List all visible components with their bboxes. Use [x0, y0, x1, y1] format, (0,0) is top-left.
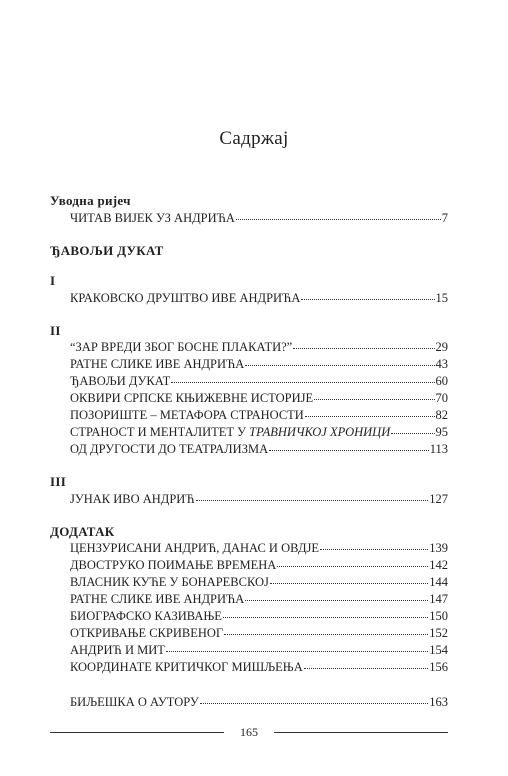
toc-entry-author-note[interactable]: [70, 695, 448, 712]
section-heading-2: II: [50, 323, 61, 338]
toc-entry[interactable]: [70, 558, 448, 575]
toc-entry[interactable]: [70, 442, 448, 459]
toc-entry-title: ОД ДРУГОСТИ ДО ТЕАТРАЛИЗМА: [70, 442, 269, 456]
book-heading: ЂАВОЉИ ДУКАТ: [50, 243, 164, 258]
toc-entry-title: РАТНЕ СЛИКЕ ИВЕ АНДРИЋА: [70, 592, 245, 606]
dot-leader: [301, 298, 434, 300]
toc-entry[interactable]: [70, 425, 448, 442]
dot-leader: [245, 599, 428, 601]
toc-entry-title: КООРДИНАТЕ КРИТИЧКОГ МИШЉЕЊА: [70, 660, 303, 674]
dot-leader: [200, 702, 428, 704]
dot-leader: [223, 616, 428, 618]
toc-entry[interactable]: [70, 609, 448, 626]
toc-entry[interactable]: [70, 643, 448, 660]
toc-entry[interactable]: [70, 592, 448, 609]
toc-entry-page: 163: [429, 695, 448, 709]
dot-leader: [277, 565, 428, 567]
toc-entry-title: РАТНЕ СЛИКЕ ИВЕ АНДРИЋА: [70, 357, 245, 371]
toc-entry-title-plain: СТРАНОСТ И МЕНТАЛИТЕТ У: [70, 425, 250, 439]
toc-entry-page: 142: [429, 558, 448, 572]
toc-entry-title: КРАКОВСКО ДРУШТВО ИВЕ АНДРИЋА: [70, 291, 301, 305]
toc-entry[interactable]: [70, 391, 448, 408]
section-heading-1: I: [50, 273, 56, 288]
toc-entry-title: ОКВИРИ СРПСКЕ КЊИЖЕВНЕ ИСТОРИЈЕ: [70, 391, 314, 405]
toc-entry-title: ЈУНАК ИВО АНДРИЋ: [70, 492, 195, 506]
toc-entry-title: [70, 425, 390, 440]
toc-entry-title: АНДРИЋ И МИТ: [70, 643, 165, 657]
toc-entry-page: 156: [429, 660, 448, 674]
toc-entry-page: 60: [435, 374, 448, 388]
toc-entry-title: ЧИТАВ ВИЈЕК УЗ АНДРИЋА: [70, 211, 235, 225]
toc-entry-title: БИОГРАФСКО КАЗИВАЊЕ: [70, 609, 222, 623]
toc-entry-page: 95: [435, 425, 448, 439]
dot-leader: [166, 650, 428, 652]
toc-entry-title: ОТКРИВАЊЕ СКРИВЕНОГ: [70, 626, 224, 640]
page-number: 165: [240, 724, 258, 739]
toc-entry[interactable]: [70, 575, 448, 592]
toc-entry-page: 82: [435, 408, 448, 422]
toc-entry[interactable]: [70, 357, 448, 374]
toc-entry-title: БИЉЕШКА О АУТОРУ: [70, 695, 199, 709]
dot-leader: [270, 582, 428, 584]
toc-entry[interactable]: [70, 408, 448, 425]
toc-entry-page: 15: [435, 291, 448, 305]
page-title: Садржај: [219, 128, 289, 149]
toc-entry-title: ПОЗОРИШТЕ – МЕТАФОРА СТРАНОСТИ: [70, 408, 304, 422]
dot-leader: [224, 633, 428, 635]
toc-entry-title-italic: ТРАВНИЧКОЈ ХРОНИЦИ: [249, 425, 391, 439]
toc-entry-page: 152: [429, 626, 448, 640]
dot-leader: [269, 449, 429, 451]
dot-leader: [196, 499, 429, 501]
toc-entry-page: 150: [429, 609, 448, 623]
footer-rule-right: [274, 732, 448, 733]
dot-leader: [171, 381, 434, 383]
toc-entry-title: “ЗАР ВРЕДИ ЗБОГ БОСНЕ ПЛАКАТИ?”: [70, 340, 293, 354]
toc-entry-page: 154: [429, 643, 448, 657]
toc-entry[interactable]: [70, 211, 448, 228]
toc-entry-page: 139: [429, 541, 448, 555]
toc-entry-page: 144: [429, 575, 448, 589]
page-footer: [50, 723, 448, 741]
toc-entry-title: ЂАВОЉИ ДУКАТ: [70, 374, 171, 388]
dot-leader: [314, 398, 434, 400]
toc-entry-page: 147: [429, 592, 448, 606]
appendix-heading: ДОДАТАК: [50, 524, 115, 539]
toc-entry-page: 127: [429, 492, 448, 506]
dot-leader: [245, 364, 434, 366]
toc-entry-page: 43: [435, 357, 448, 371]
toc-entry-title: ЦЕНЗУРИСАНИ АНДРИЋ, ДАНАС И ОВДЈЕ: [70, 541, 319, 555]
dot-leader: [293, 347, 434, 349]
toc-entry[interactable]: [70, 660, 448, 677]
footer-rule-left: [50, 732, 224, 733]
section-heading-3: III: [50, 474, 67, 489]
toc-entry[interactable]: [70, 492, 448, 509]
toc-entry[interactable]: [70, 340, 448, 357]
toc-entry[interactable]: [70, 626, 448, 643]
toc-entry[interactable]: [70, 291, 448, 308]
dot-leader: [236, 218, 441, 220]
toc-entry[interactable]: [70, 374, 448, 391]
toc-entry-page: 70: [435, 391, 448, 405]
intro-heading: Уводна ријеч: [50, 193, 131, 208]
toc-entry-page: 113: [429, 442, 448, 456]
toc-entry-page: 29: [435, 340, 448, 354]
toc-entry[interactable]: [70, 541, 448, 558]
dot-leader: [391, 432, 434, 434]
toc-entry-title: ДВОСТРУКО ПОИМАЊЕ ВРЕМЕНА: [70, 558, 277, 572]
dot-leader: [305, 415, 435, 417]
dot-leader: [320, 548, 428, 550]
dot-leader: [304, 667, 429, 669]
toc-entry-title: ВЛАСНИК КУЋЕ У БОНАРЕВСКОЈ: [70, 575, 269, 589]
toc-entry-page: 7: [441, 211, 448, 225]
